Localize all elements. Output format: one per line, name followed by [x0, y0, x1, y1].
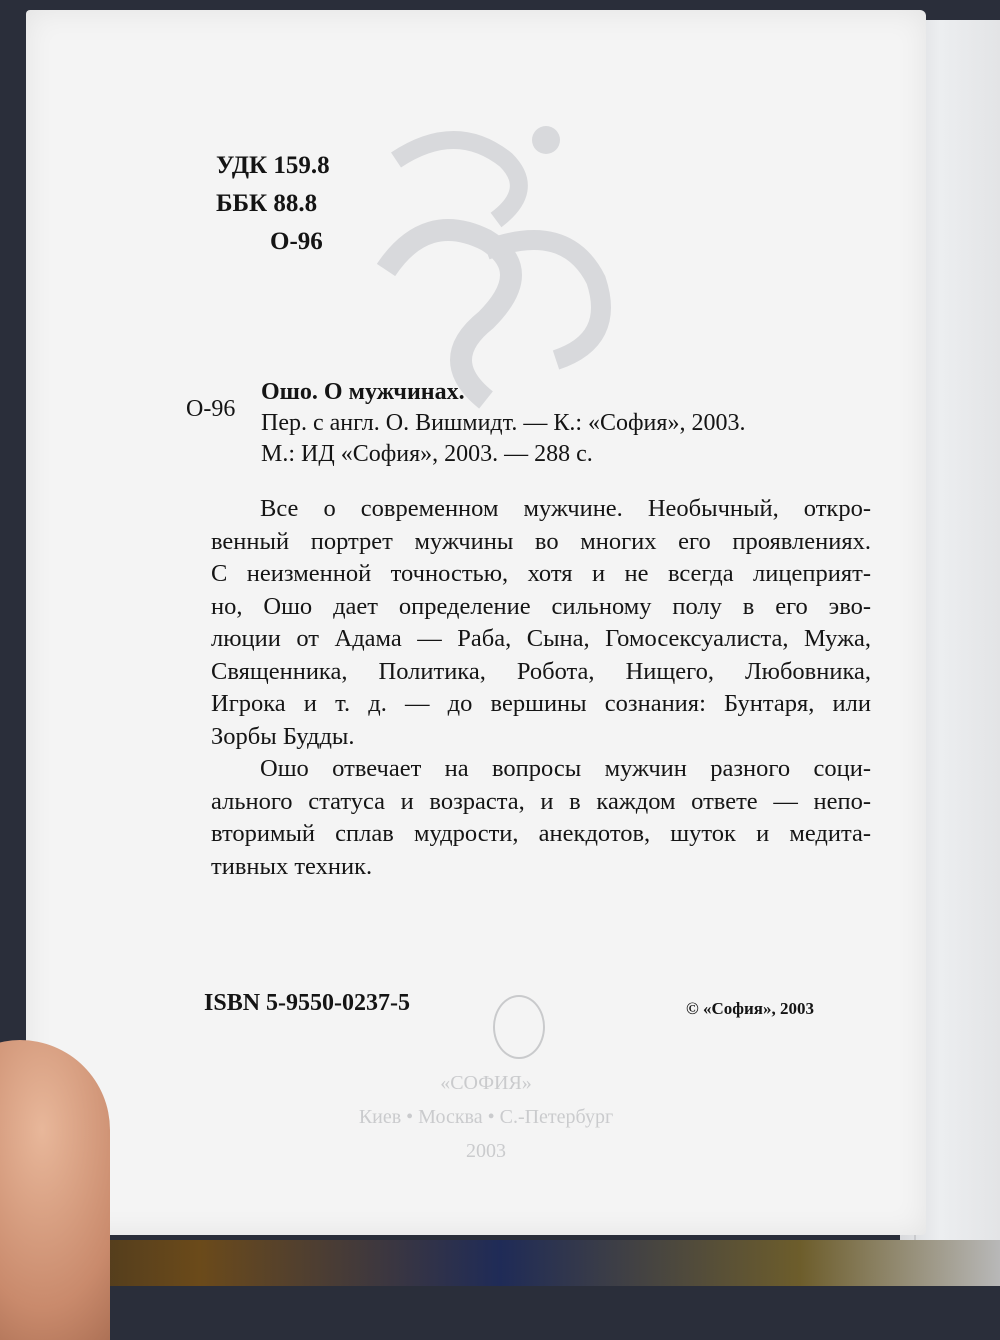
text-line: венный портрет мужчины во многих его проявлениях.	[211, 527, 871, 555]
text-line: люции от Адама — Раба, Сына, Гомосексуалиста, Мужа,	[211, 625, 871, 652]
book-title-line: Ошо. О мужчинах.	[261, 379, 465, 405]
text-line: вторимый сплав мудрости, анекдотов, шуток и медита-	[211, 820, 871, 847]
book-cover-edge	[0, 1240, 1000, 1286]
annotation-paragraph-1	[211, 493, 871, 753]
bleed-publisher-year: 2003	[466, 1140, 506, 1162]
text-line: С неизменной точностью, хотя и не всегда лицеприят-	[211, 560, 871, 587]
text-line: Все о современном мужчине. Необычный, откро-	[260, 495, 871, 522]
publisher-logo-bleed-icon	[493, 995, 545, 1059]
publication-line-2: М.: ИД «София», 2003. — 288 с.	[261, 441, 593, 467]
text-line: ального статуса и возраста, и в каждом ответе — непо-	[211, 787, 871, 815]
holding-thumb	[0, 1040, 110, 1340]
isbn: ISBN 5-9550-0237-5	[204, 990, 411, 1016]
book-page	[26, 10, 926, 1235]
copyright-notice: © «София», 2003	[686, 999, 814, 1018]
udk-code: УДК 159.8	[216, 152, 330, 179]
text-line: Священника, Политика, Робота, Нищего, Любовника,	[211, 657, 871, 685]
bbk-code: ББК 88.8	[216, 190, 318, 217]
publication-line-1: Пер. с англ. О. Вишмидт. — К.: «София», 2003.	[261, 410, 746, 436]
text-line: но, Ошо дает определение сильному полу в его эво-	[211, 592, 871, 620]
bleed-publisher-name: «СОФИЯ»	[440, 1072, 532, 1094]
author-sign-left: О-96	[186, 396, 236, 422]
text-line: Игрока и т. д. — до вершины сознания: Бунтаря, или	[211, 690, 871, 717]
author-sign-top: О-96	[270, 228, 323, 255]
text-line: Зорбы Будды.	[211, 722, 355, 750]
text-line: тивных техник.	[211, 852, 373, 880]
text-line: Ошо отвечает на вопросы мужчин разного соци-	[260, 755, 871, 782]
annotation-paragraph-2	[211, 753, 871, 883]
bleed-publisher-cities: Киев • Москва • С.-Петербург	[358, 1106, 614, 1128]
